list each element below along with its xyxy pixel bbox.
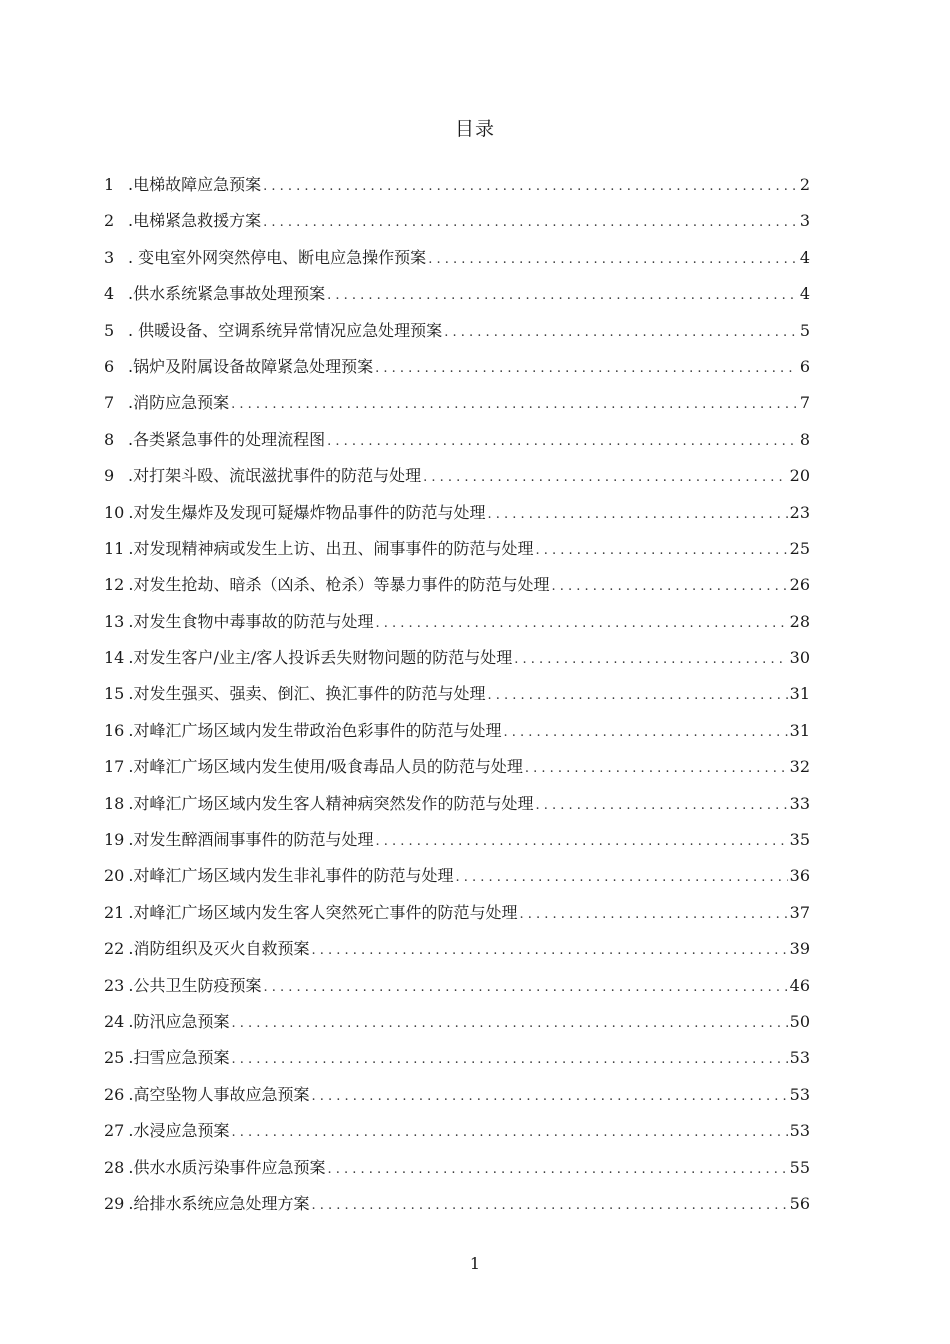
toc-entry[interactable]: [104, 500, 810, 536]
toc-entry[interactable]: [104, 609, 810, 645]
toc-entry-number: 22: [104, 939, 125, 959]
toc-entry-number: 9: [104, 466, 115, 486]
toc-entry-title: .防汛应急预案: [128, 1011, 230, 1031]
toc-entry-page: 7: [799, 393, 810, 413]
toc-entry-title: .水浸应急预案: [128, 1121, 230, 1141]
toc-dot-leader: [487, 688, 787, 703]
toc-entry-title: .供水系统紧急事故处理预案: [128, 284, 326, 304]
toc-entry-number: 18: [104, 793, 125, 813]
toc-dot-leader: [231, 1052, 787, 1067]
toc-entry-page: 53: [789, 1048, 810, 1068]
toc-entry-page: 36: [789, 866, 810, 886]
toc-entry[interactable]: [104, 281, 810, 317]
toc-entry-page: 55: [789, 1157, 810, 1177]
toc-entry[interactable]: [104, 245, 810, 281]
toc-entry-page: 53: [789, 1084, 810, 1104]
toc-entry-page: 23: [789, 502, 810, 522]
toc-entry-number: 21: [104, 902, 125, 922]
toc-entry-title: . 供暖设备、空调系统异常情况应急处理预案: [128, 320, 443, 340]
toc-entry-page: 46: [789, 975, 810, 995]
toc-entry-number: 4: [104, 284, 115, 304]
toc-entry-title: .对峰汇广场区域内发生客人精神病突然发作的防范与处理: [128, 793, 534, 813]
toc-entry[interactable]: [104, 681, 810, 717]
toc-entry[interactable]: [104, 718, 810, 754]
toc-entry-page: 30: [789, 648, 810, 668]
toc-entry-page: 5: [799, 320, 810, 340]
toc-entry[interactable]: [104, 318, 810, 354]
toc-entry-title: .对发生客户/业主/客人投诉丢失财物问题的防范与处理: [128, 648, 513, 668]
toc-entry[interactable]: [104, 1155, 810, 1191]
toc-entry[interactable]: [104, 1191, 810, 1227]
toc-entry-number: 7: [104, 393, 115, 413]
toc-entry[interactable]: [104, 863, 810, 899]
toc-entry-number: 8: [104, 429, 115, 449]
toc-entry-page: 4: [799, 284, 810, 304]
toc-entry-title: .消防组织及灭火自救预案: [128, 939, 310, 959]
toc-entry-number: 20: [104, 866, 125, 886]
toc-entry[interactable]: [104, 1118, 810, 1154]
toc-entry-number: 17: [104, 757, 125, 777]
toc-entry[interactable]: [104, 536, 810, 572]
toc-entry-title: .扫雪应急预案: [128, 1048, 230, 1068]
toc-entry-number: 25: [104, 1048, 125, 1068]
toc-entry-title: .对打架斗殴、流氓滋扰事件的防范与处理: [128, 466, 422, 486]
toc-entry-number: 1: [104, 175, 115, 194]
toc-dot-leader: [311, 1198, 787, 1213]
toc-entry-title: .对发生醉酒闹事事件的防范与处理: [128, 830, 374, 850]
toc-entry[interactable]: [104, 172, 810, 208]
toc-entry-page: 37: [789, 902, 810, 922]
toc-entry-page: 56: [789, 1193, 810, 1213]
toc-entry[interactable]: [104, 645, 810, 681]
toc-entry-number: 28: [104, 1157, 125, 1177]
toc-dot-leader: [263, 980, 787, 995]
toc-entry[interactable]: [104, 1082, 810, 1118]
toc-entry-page: 3: [799, 211, 810, 231]
toc-entry-page: 33: [789, 793, 810, 813]
toc-entry-title: .电梯故障应急预案: [128, 175, 262, 194]
toc-entry-title: .对峰汇广场区域内发生客人突然死亡事件的防范与处理: [128, 902, 518, 922]
page-number: 1: [469, 1254, 481, 1273]
toc-entry-page: 6: [799, 356, 810, 376]
toc-entry-number: 29: [104, 1193, 125, 1213]
toc-entry[interactable]: [104, 754, 810, 790]
toc-dot-leader: [455, 870, 787, 885]
toc-entry[interactable]: [104, 572, 810, 608]
toc-entry-number: 5: [104, 320, 115, 340]
toc-dot-leader: [428, 252, 796, 267]
toc-entry-number: 3: [104, 247, 115, 267]
toc-entry-title: .对峰汇广场区域内发生非礼事件的防范与处理: [128, 866, 454, 886]
toc-dot-leader: [263, 179, 796, 194]
toc-dot-leader: [327, 434, 796, 449]
toc-dot-leader: [263, 215, 796, 230]
toc-entry-title: .公共卫生防疫预案: [128, 975, 262, 995]
toc-entry-page: 31: [789, 720, 810, 740]
toc-dot-leader: [231, 397, 796, 412]
toc-entry-title: .高空坠物人事故应急预案: [128, 1084, 310, 1104]
toc-entry[interactable]: [104, 463, 810, 499]
toc-entry[interactable]: [104, 791, 810, 827]
toc-entry-title: .对发生抢劫、暗杀（凶杀、枪杀）等暴力事件的防范与处理: [128, 575, 550, 595]
toc-dot-leader: [311, 1089, 787, 1104]
toc-entry-title: . 变电室外网突然停电、断电应急操作预案: [128, 247, 427, 267]
toc-dot-leader: [487, 507, 787, 522]
toc-entry-page: 50: [789, 1011, 810, 1031]
toc-dot-leader: [327, 288, 796, 303]
toc-entry-title: .对发生强买、强卖、倒汇、换汇事件的防范与处理: [128, 684, 486, 704]
toc-dot-leader: [525, 761, 788, 776]
toc-entry[interactable]: [104, 208, 810, 244]
toc-entry-page: 20: [789, 466, 810, 486]
toc-entry-title: .对峰汇广场区域内发生带政治色彩事件的防范与处理: [128, 720, 502, 740]
toc-entry-number: 15: [104, 684, 125, 704]
toc-dot-leader: [535, 543, 787, 558]
toc-list: [104, 172, 810, 1227]
toc-dot-leader: [519, 907, 787, 922]
toc-dot-leader: [327, 1162, 787, 1177]
toc-entry[interactable]: [104, 354, 810, 390]
toc-entry[interactable]: [104, 1009, 810, 1045]
toc-entry-page: 28: [789, 611, 810, 631]
toc-entry[interactable]: [104, 1045, 810, 1081]
toc-dot-leader: [231, 1016, 787, 1031]
toc-dot-leader: [514, 652, 787, 667]
toc-entry-title: .锅炉及附属设备故障紧急处理预案: [128, 356, 374, 376]
toc-entry-number: 19: [104, 830, 125, 850]
toc-entry-number: 11: [104, 538, 125, 558]
toc-entry[interactable]: [104, 936, 810, 972]
toc-dot-leader: [423, 470, 788, 485]
toc-dot-leader: [231, 1125, 787, 1140]
toc-entry-title: .对发现精神病或发生上访、出丑、闹事事件的防范与处理: [128, 538, 534, 558]
toc-dot-leader: [535, 798, 787, 813]
toc-dot-leader: [375, 834, 787, 849]
toc-entry-number: 26: [104, 1084, 125, 1104]
toc-entry-page: 8: [799, 429, 810, 449]
toc-entry-page: 32: [789, 757, 810, 777]
toc-entry-title: .给排水系统应急处理方案: [128, 1193, 310, 1213]
toc-entry-number: 27: [104, 1121, 125, 1141]
toc-entry-page: 39: [789, 939, 810, 959]
toc-entry-title: .供水水质污染事件应急预案: [128, 1157, 326, 1177]
toc-dot-leader: [551, 579, 787, 594]
toc-entry[interactable]: [104, 827, 810, 863]
toc-dot-leader: [375, 361, 796, 376]
toc-dot-leader: [503, 725, 787, 740]
toc-entry-page: 53: [789, 1121, 810, 1141]
toc-entry-number: 10: [104, 502, 125, 522]
toc-entry-number: 16: [104, 720, 125, 740]
toc-entry-title: .消防应急预案: [128, 393, 230, 413]
toc-entry-title: .对峰汇广场区域内发生使用/吸食毒品人员的防范与处理: [128, 757, 523, 777]
toc-entry-title: .对发生食物中毒事故的防范与处理: [128, 611, 374, 631]
toc-entry-title: .对发生爆炸及发现可疑爆炸物品事件的防范与处理: [128, 502, 486, 522]
toc-entry[interactable]: [104, 900, 810, 936]
toc-entry-page: 4: [799, 247, 810, 267]
toc-entry-page: 31: [789, 684, 810, 704]
toc-entry-page: 35: [789, 830, 810, 850]
toc-entry-number: 24: [104, 1011, 125, 1031]
toc-entry-number: 14: [104, 648, 125, 668]
toc-entry-number: 6: [104, 356, 115, 376]
toc-entry-page: 2: [799, 175, 810, 194]
toc-entry[interactable]: [104, 390, 810, 426]
toc-entry-number: 13: [104, 611, 125, 631]
toc-entry-title: .电梯紧急救援方案: [128, 211, 262, 231]
toc-entry[interactable]: [104, 427, 810, 463]
toc-entry-number: 2: [104, 211, 115, 231]
toc-entry-number: 12: [104, 575, 125, 595]
toc-title: 目录: [454, 118, 495, 140]
toc-entry-number: 23: [104, 975, 125, 995]
toc-entry[interactable]: [104, 973, 810, 1009]
toc-entry-title: .各类紧急事件的处理流程图: [128, 429, 326, 449]
toc-dot-leader: [311, 943, 787, 958]
toc-entry-page: 25: [789, 538, 810, 558]
toc-dot-leader: [375, 616, 787, 631]
toc-entry-page: 26: [789, 575, 810, 595]
toc-dot-leader: [444, 325, 796, 340]
